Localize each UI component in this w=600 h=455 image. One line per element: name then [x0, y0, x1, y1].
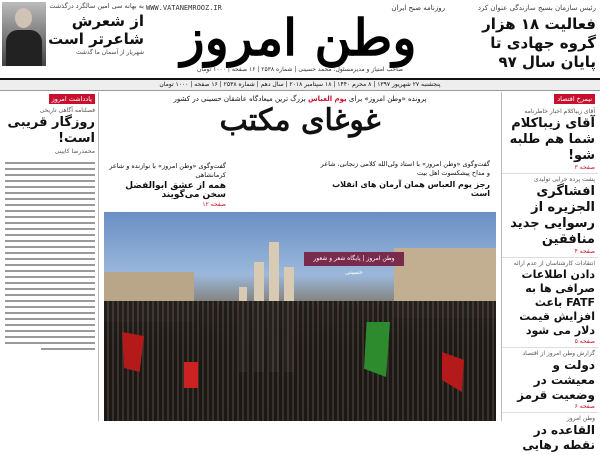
section-tag: یادداشت امروز — [49, 94, 95, 104]
teaser-right[interactable] — [454, 4, 596, 71]
news-kicker: انتقادات کارشناسان از عدم ارائه — [513, 260, 595, 267]
event-banner: وطن امروز | پایگاه شعر و شعور حسینی — [304, 252, 404, 266]
portrait-photo — [2, 2, 46, 66]
right-column — [501, 92, 598, 452]
news-item[interactable] — [502, 106, 598, 174]
portrait-head — [15, 8, 32, 28]
main-subhead-big: رجز یوم العباس همان آرمان های انقلاب است — [332, 180, 490, 198]
newspaper-logo: وطن امروز — [180, 8, 417, 67]
main-headline: غوغای مکتب — [219, 103, 381, 138]
page-ref: صفحه ۶ — [574, 403, 595, 410]
side-note-page: صفحه ۱۲ — [202, 201, 226, 208]
main-kicker-highlight: یوم العباس — [307, 95, 347, 103]
page-ref: صفحه ۵ — [574, 338, 595, 345]
column-author: محمدرضا کایینی — [54, 148, 95, 155]
teaser-left-text — [48, 2, 144, 56]
left-column — [2, 92, 99, 421]
side-note-intro: گفت‌وگوی «وطن امروز» با نوازنده و شاعر کرمانشاهی — [109, 162, 226, 179]
portrait-body — [6, 30, 42, 66]
news-item[interactable] — [502, 174, 598, 258]
green-flag — [364, 322, 390, 377]
news-kicker: پشت پرده جرایی تولیدی — [533, 176, 595, 183]
main-side-note — [108, 162, 226, 209]
news-kicker: آقای زیباکلام اخبار خاطرنامه — [524, 108, 595, 115]
dateline-text: پنجشنبه ۲۷ شهریور ۱۳۹۷ | ۸ محرم ۱۴۴۰ | ۱۸ سپتامبر ۲۰۱۸ | سال دهم | شماره ۲۵۳۸ | ۱۶ صفحه | ۱۰۰۰ تومان — [159, 81, 441, 88]
side-note-big: همه از عشق ابوالفضل سخن می‌گویند — [125, 181, 226, 200]
column-headline[interactable]: روزگار قریبی است! — [7, 115, 95, 146]
page-ref: صفحه ۳ — [574, 164, 595, 171]
main-kicker-after: بزرگ ترین میعادگاه عاشقان حسینی در کشور — [173, 95, 306, 103]
crowd — [104, 301, 496, 421]
crowd-photo — [104, 212, 496, 421]
news-headline: دادن اطلاعات صرافی ها به FATF باعث افزایش قیمت دلار می شود — [519, 268, 595, 337]
main-subhead — [320, 160, 490, 198]
logo-block — [146, 2, 451, 68]
section-tag: نیمرخ اقتصاد — [554, 94, 595, 104]
news-item[interactable] — [502, 348, 598, 413]
main-kicker-before: پرونده «وطن امروز» برای — [348, 95, 427, 103]
page-ref: صفحه ۴ — [574, 248, 595, 255]
main-story[interactable] — [104, 92, 496, 421]
teaser-left[interactable] — [2, 2, 144, 66]
column-body-text — [2, 156, 98, 356]
news-item[interactable] — [502, 258, 598, 348]
news-kicker: گزارش وطن امروز از اقتصاد — [522, 350, 595, 357]
site-url: WWW.VATANEMROOZ.IR — [146, 4, 222, 12]
news-headline: دولت و معیشت در وضعیت قرمز — [517, 358, 595, 402]
column-kicker: فصلنامه آگاهی تاریخی — [39, 107, 95, 114]
news-headline: القاعده در نقطه رهایی — [522, 423, 595, 452]
masthead — [0, 0, 600, 80]
teaser-right-headline: فعالیت ۱۸ هزار گروه جهادی تا پایان سال ۹۷ — [482, 15, 596, 71]
news-kicker: وطن امروز — [566, 415, 595, 422]
teaser-right-kicker: رئیس سازمان بسیج سازندگی عنوان کرد — [477, 4, 596, 12]
teaser-left-sub: شهریار از آسمان ما گذشت — [75, 49, 144, 56]
main-subhead-intro: گفت‌وگوی «وطن امروز» با استاد ولی‌الله کلامی زنجانی، شاعر و مداح پیشکسوت اهل بیت — [320, 160, 490, 177]
publisher-line: صاحب امتیاز و مدیرمسئول: محمد حسینی | شماره ۲۵۳۸ | ۱۶ صفحه | ۱۰۰۰ تومان — [196, 66, 404, 73]
teaser-left-headline: از شعرش شاعرتر است — [48, 12, 144, 48]
news-headline: آقای زیباکلام شما هم طلبه شو! — [509, 116, 595, 163]
dateline — [0, 80, 600, 91]
news-headline: افشاگری الجزیره از رسوایی جدید منافقین — [510, 184, 595, 247]
red-flag — [184, 362, 198, 388]
teaser-left-kicker: به بهانه سی امین سالگرد درگذشت — [49, 2, 144, 10]
news-item[interactable] — [502, 413, 598, 455]
tagline: روزنامه صبح ایران — [391, 4, 445, 12]
